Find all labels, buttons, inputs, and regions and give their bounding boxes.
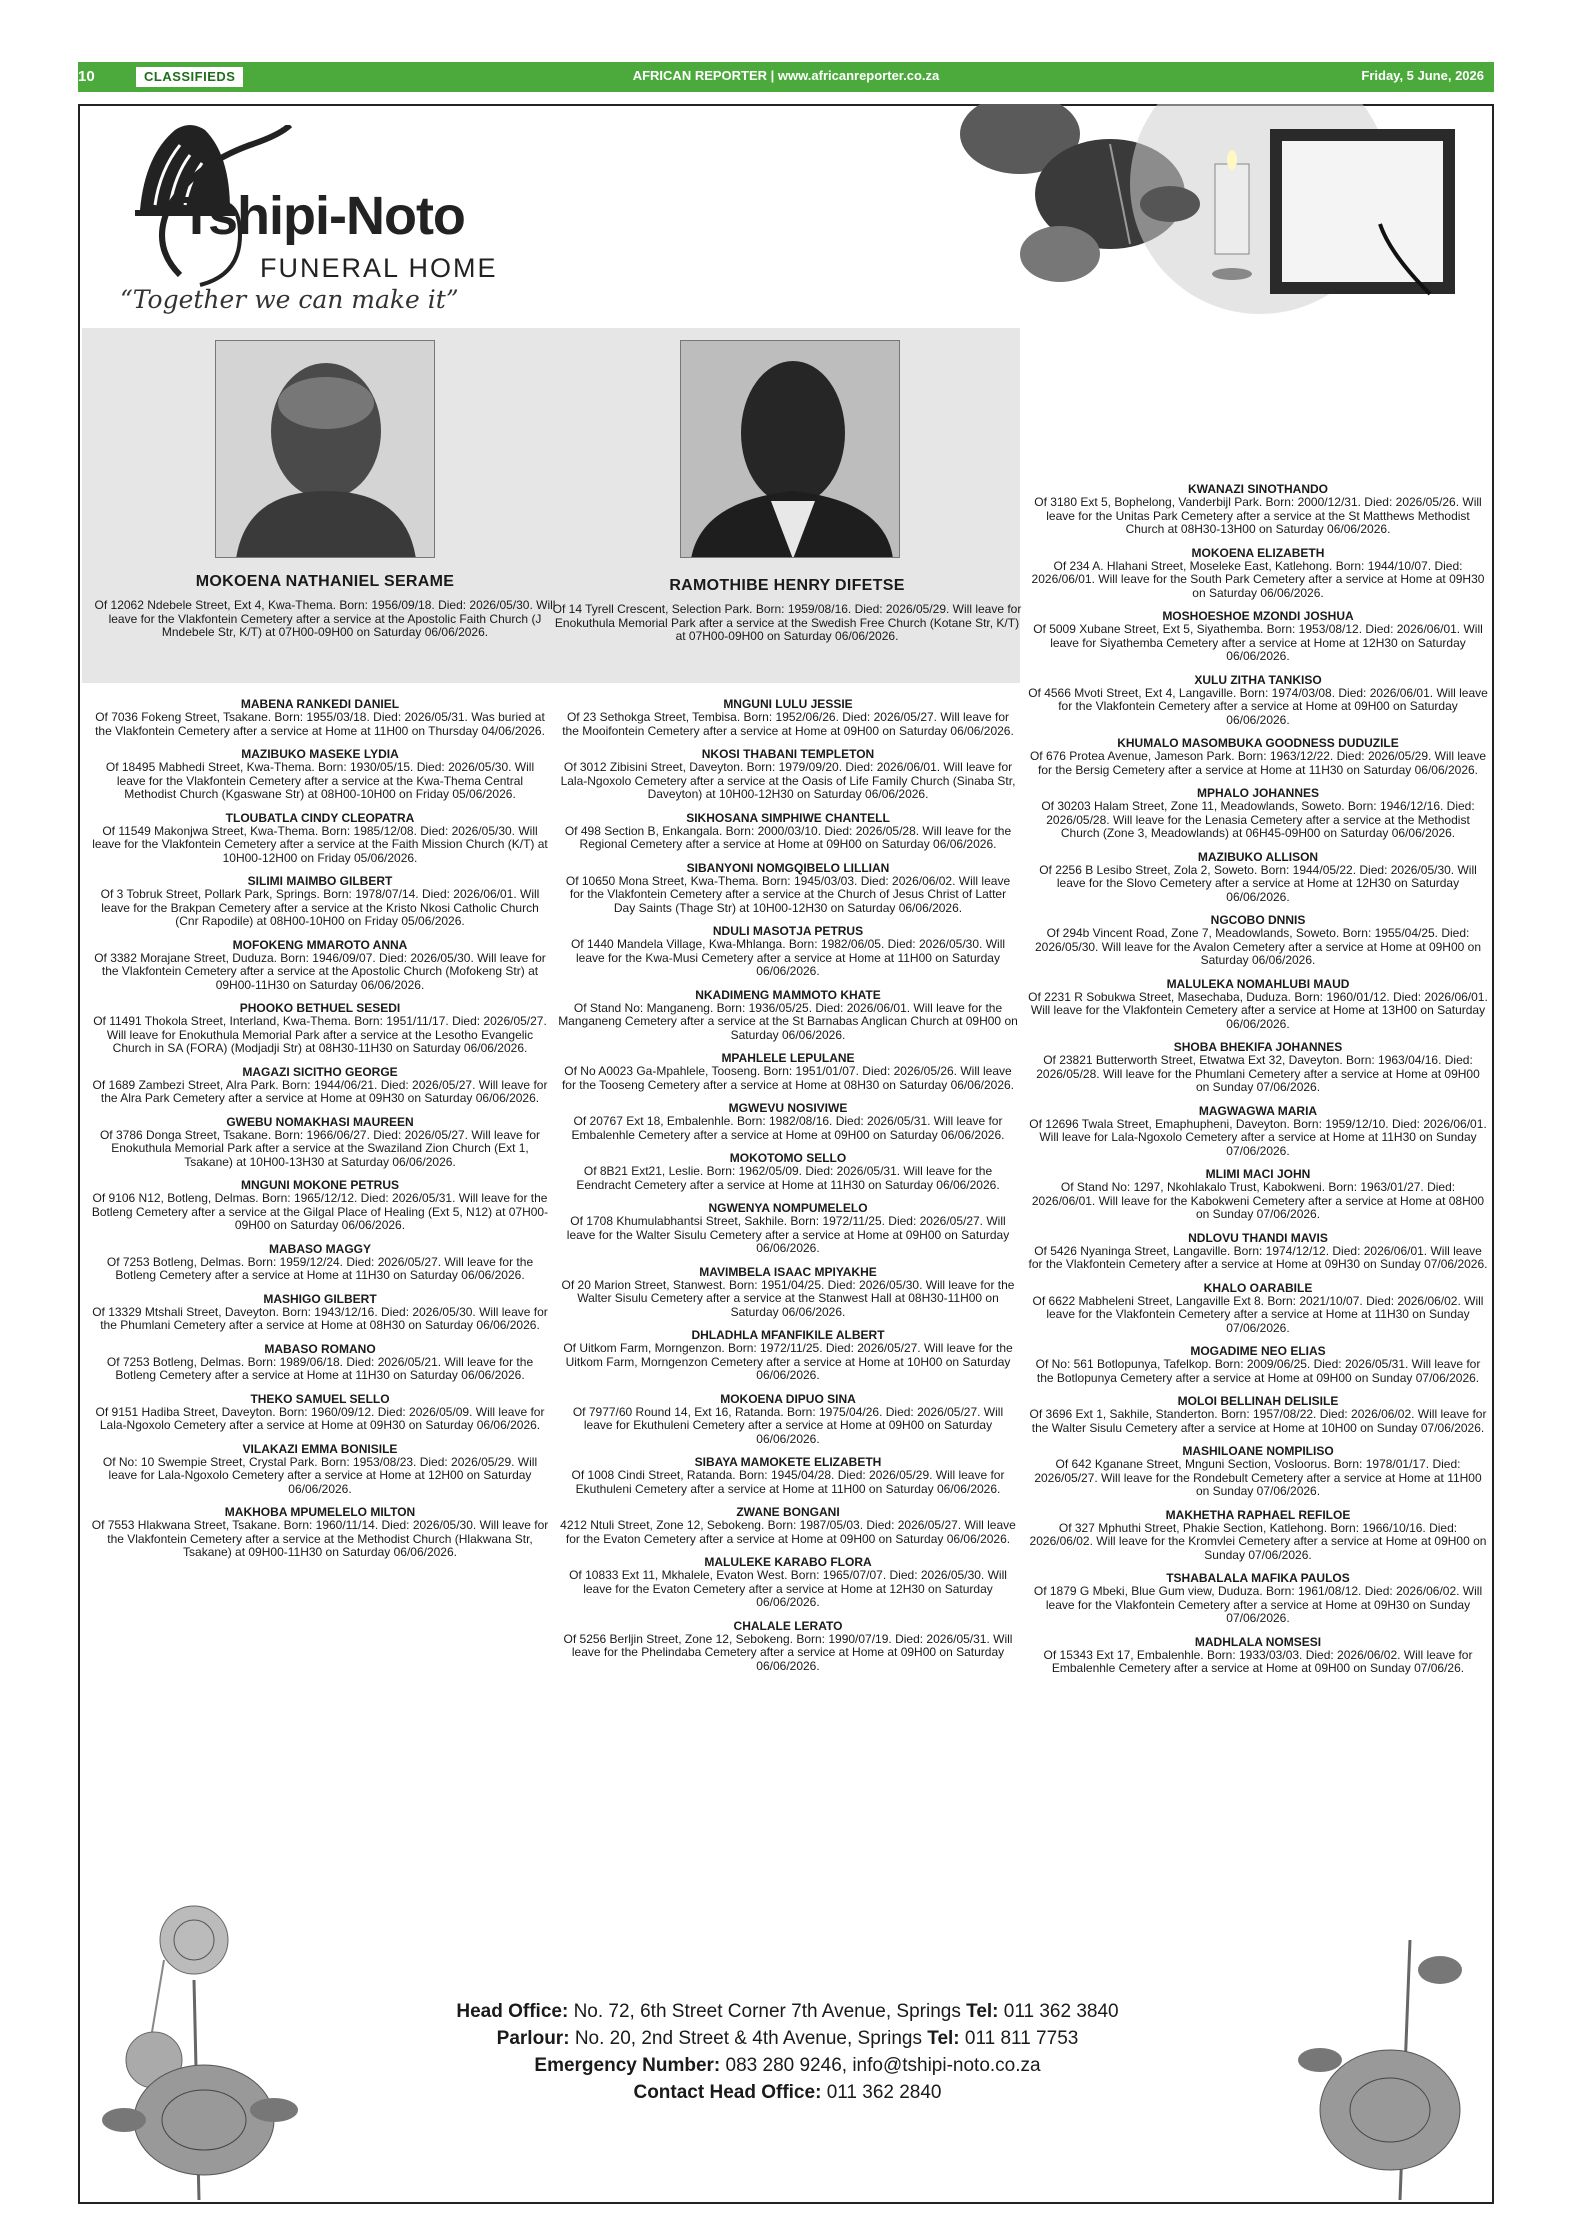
deceased-name: GWEBU NOMAKHASI MAUREEN [226, 1114, 414, 1129]
notice-details: Of Uitkom Farm, Morngenzon. Born: 1972/11/25. Died: 2026/05/27. Will leave for the Uitkom Farm, Morngenzon Cemetery after a service at Home at 10H00 on Saturday 06/06/2026. [563, 1341, 1013, 1382]
death-notice [90, 1292, 550, 1333]
portrait-photo-2 [680, 340, 900, 558]
death-notice [558, 1201, 1018, 1256]
section-tag: CLASSIFIEDS [136, 67, 243, 87]
deceased-name: VILAKAZI EMMA BONISILE [242, 1441, 398, 1456]
notice-details: Of 1008 Cindi Street, Ratanda. Born: 1945/04/28. Died: 2026/05/29. Will leave for Ekuthuleni Cemetery after a service at Home at 11H00 on Saturday 06/06/2026. [571, 1468, 1005, 1496]
notice-details: Of 10650 Mona Street, Kwa-Thema. Born: 1945/03/03. Died: 2026/06/02. Will leave for the Vlakfontein Cemetery after a service at the Church of Jesus Christ of Latter Day Saints (Thage Str) at 10H00-12H30 on Saturday 06/06/2026. [565, 873, 1011, 915]
deceased-name: MABASO MAGGY [269, 1241, 371, 1256]
notice-details: Of 3382 Morajane Street, Duduza. Born: 1946/09/07. Died: 2026/05/30. Will leave for the Vlakfontein Cemetery after a service at the Apostolic Church (Mofokeng Str) at 09H00-11H30 on Saturday 06/06/2026. [94, 950, 546, 992]
page-number: 10 [78, 68, 95, 85]
head-office-line: Head Office: No. 72, 6th Street Corner 7th Avenue, Springs Tel: 011 362 3840 [456, 2001, 1119, 2022]
notice-details: Of 8B21 Ext21, Leslie. Born: 1962/05/09. Died: 2026/05/31. Will leave for the Eendracht Cemetery after a service at Home at 11H30 on Saturday 06/06/2026. [576, 1164, 1000, 1192]
death-notice [1028, 673, 1488, 728]
death-notice [90, 697, 550, 738]
notice-details: Of 327 Mphuthi Street, Phakie Section, Katlehong. Born: 1966/10/16. Died: 2026/06/02. Will leave for the Kromvlei Cemetery after a service at Home at 09H00 on Sunday 07/06/2026. [1029, 1520, 1487, 1562]
deceased-name: MOGADIME NEO ELIAS [1190, 1344, 1326, 1358]
deceased-name: CHALALE LERATO [733, 1618, 843, 1633]
death-notice [558, 1455, 1018, 1496]
notice-details: Of Stand No: Manganeng. Born: 1936/05/25. Died: 2026/06/01. Will leave for the Manganeng Cemetery after a service at the St Barnabas Anglican Church at 09H00 on Saturday 06/06/2026. [558, 1000, 1018, 1042]
notice-details: Of 3786 Donga Street, Tsakane. Born: 1966/06/27. Died: 2026/05/27. Will leave for Enokuthula Memorial Park after a service at the Swaziland Zion Church (Ext 1, Tsakane) at 10H00-13H30 at Saturday 06/06/2026. [99, 1127, 541, 1169]
death-notice [90, 1001, 550, 1056]
notice-details: Of 498 Section B, Enkangala. Born: 2000/03/10. Died: 2026/05/28. Will leave for the Regional Cemetery after a service at Home at 09H00 on Saturday 06/06/2026. [564, 823, 1012, 851]
death-notice [558, 924, 1018, 979]
page-header-bar [78, 62, 1494, 92]
notice-details: Of 4566 Mvoti Street, Ext 4, Langaville. Born: 1974/03/08. Died: 2026/06/01. Will leave for the Vlakfontein Cemetery after a service at Home at 09H00 on Saturday 06/06/2026. [1028, 685, 1488, 727]
notice-details: Of Stand No: 1297, Nkohlakalo Trust, Kabokweni. Born: 1963/01/27. Died: 2026/06/01. Will leave for the Kabokweni Cemetery after a service at Home at 08H00 on Sunday 07/06/2026. [1031, 1180, 1485, 1221]
notice-details: Of No A0023 Ga-Mpahlele, Tooseng. Born: 1951/01/07. Died: 2026/05/26. Will leave for the Tooseng Cemetery after a service at Home at 08H30 on Saturday 06/06/2026. [561, 1064, 1015, 1092]
deceased-name: MNGUNI MOKONE PETRUS [240, 1178, 399, 1192]
deceased-name: MOKOENA DIPUO SINA [720, 1391, 856, 1406]
notice-details: Of 3180 Ext 5, Bophelong, Vanderbijl Park. Born: 2000/12/31. Died: 2026/05/26. Will leave for the Unitas Park Cemetery after a service at the St Matthews Methodist Church at 08H30-13H00 on Saturday 06/06/2026. [1034, 495, 1482, 536]
death-notice [558, 747, 1018, 802]
logo-brand-name: Tshipi-Noto [180, 186, 465, 246]
notice-details: Of 20767 Ext 18, Embalenhle. Born: 1982/08/16. Died: 2026/05/31. Will leave for Embalenhle Cemetery after a service at Home at 09H00 on Saturday 06/06/2026. [571, 1114, 1005, 1142]
death-notice [558, 988, 1018, 1043]
death-notice [1028, 786, 1488, 841]
notice-details: Of 3012 Zibisini Street, Daveyton. Born: 1979/09/20. Died: 2026/06/01. Will leave for Lala-Ngoxolo Cemetery after a service at the Oasis of Life Family Church (Sinaba Str, Daveyton) at 10H00-12H30 on Saturday 06/06/2026. [560, 760, 1016, 801]
publication-date: Friday, 5 June, 2026 [1361, 68, 1484, 83]
deceased-name: MAGWAGWA MARIA [1198, 1103, 1318, 1118]
deceased-name: MADHLALA NOMSESI [1194, 1634, 1322, 1649]
featured-notice-1 [90, 572, 560, 640]
deceased-name: MOKOTOMO SELLO [729, 1151, 847, 1165]
notice-details: Of 10833 Ext 11, Mkhalele, Evaton West. Born: 1965/07/07. Died: 2026/05/30. Will leave for the Evaton Cemetery after a service at Home at 12H30 on Saturday 06/06/2026. [569, 1568, 1007, 1609]
logo-subtitle: FUNERAL HOME [260, 253, 498, 283]
death-notice [558, 1505, 1018, 1546]
deceased-name: MAGAZI SICITHO GEORGE [242, 1064, 398, 1079]
deceased-name: DHLADHLA MFANFIKILE ALBERT [691, 1328, 885, 1342]
deceased-name: MAKHETHA RAPHAEL REFILOE [1165, 1507, 1351, 1522]
death-notice [558, 1151, 1018, 1192]
deceased-name: MPAHLELE LEPULANE [721, 1051, 855, 1065]
notice-details: Of 5009 Xubane Street, Ext 5, Siyathemba. Born: 1953/08/12. Died: 2026/06/01. Will leave for Siyathemba Cemetery after a service at Home at 12H30 on Saturday 06/06/2026. [1033, 622, 1483, 663]
death-notice [558, 1328, 1018, 1383]
deceased-name: NGCOBO DNNIS [1210, 913, 1306, 927]
deceased-name: MASHILOANE NOMPILISO [1182, 1444, 1334, 1458]
notice-details: Of 9151 Hadiba Street, Daveyton. Born: 1960/09/12. Died: 2026/05/09. Will leave for Lala-Ngoxolo Cemetery after a service at Home at 09H30 on Saturday 06/06/2026. [95, 1404, 545, 1432]
death-notice [90, 1392, 550, 1433]
deceased-name: NKADIMENG MAMMOTO KHATE [695, 987, 881, 1002]
notice-details: Of 3 Tobruk Street, Pollark Park, Springs. Born: 1978/07/14. Died: 2026/06/01. Will leave for the Brakpan Cemetery after a service at the Kristo Nkosi Catholic Church (Cnr Rapodile) at 08H00-10H00 on Friday 05/06/2026. [100, 887, 540, 928]
notice-details: 4212 Ntuli Street, Zone 12, Sebokeng. Born: 1987/05/03. Died: 2026/05/27. Will leave for the Evaton Cemetery after a service at Home at 09H00 on Saturday 06/06/2026. [560, 1518, 1016, 1546]
death-notice [90, 1065, 550, 1106]
notices-column-2 [558, 697, 1018, 1682]
death-notice [558, 1555, 1018, 1610]
deceased-name: KHALO OARABILE [1203, 1280, 1313, 1295]
deceased-name: MABENA RANKEDI DANIEL [240, 697, 400, 711]
notice-details: Of 2256 B Lesibo Street, Zola 2, Soweto. Born: 1944/05/22. Died: 2026/05/30. Will leave for the Slovo Cemetery after a service at Home at 12H30 on Saturday 06/06/2026. [1039, 862, 1477, 904]
death-notice [90, 1242, 550, 1283]
death-notice [1028, 1394, 1488, 1435]
notice-details: Of 7253 Botleng, Delmas. Born: 1989/06/18. Died: 2026/05/21. Will leave for the Botleng Cemetery after a service at Home at 11H30 on Saturday 06/06/2026. [106, 1354, 534, 1382]
featured-name: RAMOTHIBE HENRY DIFETSE [669, 577, 905, 594]
death-notice [558, 1392, 1018, 1447]
death-notice [1028, 1344, 1488, 1385]
deceased-name: MGWEVU NOSIVIWE [728, 1101, 848, 1115]
death-notice [1028, 482, 1488, 537]
deceased-name: MAZIBUKO MASEKE LYDIA [241, 747, 399, 761]
deceased-name: NKOSI THABANI TEMPLETON [701, 747, 875, 761]
notice-details: Of 642 Kganane Street, Mnguni Section, Vosloorus. Born: 1978/01/17. Died: 2026/05/27. Will leave for the Rondebult Cemetery after a service at Home at 11H00 on Sunday 07/06/2026. [1034, 1457, 1482, 1498]
contact-head-office-line: Contact Head Office: 011 362 2840 [633, 2082, 942, 2103]
deceased-name: TLOUBATLA CINDY CLEOPATRA [225, 810, 415, 825]
logo-tagline: “Together we can make it” [120, 285, 459, 314]
deceased-name: MAZIBUKO ALLISON [1197, 849, 1319, 864]
death-notice [90, 1342, 550, 1383]
death-notice [1028, 1167, 1488, 1222]
featured-notice-2 [552, 576, 1022, 644]
featured-details: Of 12062 Ndebele Street, Ext 4, Kwa-Thema. Born: 1956/09/18. Died: 2026/05/30. Will leave for the Vlakfontein Cemetery after a service at the Apostolic Faith Church (J Mndebele Str, K/T) at 07H00-09H00 on Saturday 06/06/2026. [94, 598, 556, 639]
deceased-name: MAKHOBA MPUMELELO MILTON [224, 1505, 416, 1519]
death-notice [90, 1505, 550, 1560]
notice-details: Of 12696 Twala Street, Emaphupheni, Daveyton. Born: 1959/12/10. Died: 2026/06/01. Will leave for Lala-Ngoxolo Cemetery after a service at Home at 11H30 on Sunday 07/06/2026. [1029, 1116, 1487, 1158]
death-notice [1028, 1281, 1488, 1336]
portrait-photo-1 [215, 340, 435, 558]
deceased-name: MAVIMBELA ISAAC MPIYAKHE [699, 1264, 877, 1279]
deceased-name: KWANAZI SINOTHANDO [1188, 482, 1328, 496]
notice-details: Of 1708 Khumulabhantsi Street, Sakhile. Born: 1972/11/25. Died: 2026/05/27. Will leave for the Walter Sisulu Cemetery after a service at Home at 09H00 on Saturday 06/06/2026. [566, 1214, 1010, 1255]
death-notice [1028, 1040, 1488, 1095]
deceased-name: SILIMI MAIMBO GILBERT [247, 874, 393, 888]
death-notice [90, 811, 550, 866]
notices-column-1 [90, 697, 550, 1569]
notice-details: Of 23 Sethokga Street, Tembisa. Born: 1952/06/26. Died: 2026/05/27. Will leave for the Mooifontein Cemetery after a service at Home at 09H00 on Saturday 06/06/2026. [562, 710, 1014, 738]
funeral-home-logo [120, 115, 540, 315]
contact-footer [340, 1998, 1235, 2106]
deceased-name: MASHIGO GILBERT [263, 1291, 377, 1306]
death-notice [1028, 1571, 1488, 1626]
death-notice [1028, 1635, 1488, 1676]
notices-column-3 [1028, 482, 1488, 1685]
memorial-decoration-image [960, 104, 1490, 324]
notice-details: Of 234 A. Hlahani Street, Moseleke East, Katlehong. Born: 1944/10/07. Died: 2026/06/01. Will leave for the South Park Cemetery after a service at Home at 09H30 on Saturday 06/06/2026. [1031, 558, 1485, 600]
deceased-name: SIBAYA MAMOKETE ELIZABETH [694, 1455, 882, 1469]
death-notice [90, 938, 550, 993]
deceased-name: ZWANE BONGANI [736, 1505, 840, 1519]
notice-details: Of 7253 Botleng, Delmas. Born: 1959/12/24. Died: 2026/05/27. Will leave for the Botleng Cemetery after a service at Home at 11H30 on Saturday 06/06/2026. [106, 1254, 534, 1282]
death-notice [1028, 1104, 1488, 1159]
death-notice [90, 874, 550, 929]
death-notice [90, 1442, 550, 1497]
publication-info: AFRICAN REPORTER | www.africanreporter.co.za [632, 68, 940, 83]
deceased-name: XULU ZITHA TANKISO [1194, 672, 1322, 687]
deceased-name: NDLOVU THANDI MAVIS [1188, 1230, 1328, 1245]
death-notice [1028, 1231, 1488, 1272]
notice-details: Of 7977/60 Round 14, Ext 16, Ratanda. Born: 1975/04/26. Died: 2026/05/27. Will leave for Ekuthuleni Cemetery after a service at Home at 09H00 on Saturday 06/06/2026. [572, 1404, 1004, 1446]
notice-details: Of 9106 N12, Botleng, Delmas. Born: 1965/12/12. Died: 2026/05/31. Will leave for the Botleng Cemetery after a service at the Gilgal Place of Healing (Ext 5, N12) at 07H00-09H00 on Saturday 06/06/2026. [91, 1191, 549, 1232]
notice-details: Of 20 Marion Street, Stanwest. Born: 1951/04/25. Died: 2026/05/30. Will leave for the Walter Sisulu Cemetery after a service at the Stanwest Hall at 08H30-11H00 on Saturday 06/06/2026. [561, 1277, 1015, 1319]
deceased-name: SIKHOSANA SIMPHIWE CHANTELL [686, 810, 890, 825]
rose-illustration-right [1290, 1900, 1490, 2200]
death-notice [90, 747, 550, 802]
deceased-name: MPHALO JOHANNES [1196, 786, 1319, 800]
death-notice [90, 1178, 550, 1233]
death-notice [558, 1265, 1018, 1320]
deceased-name: MLIMI MACI JOHN [1205, 1167, 1311, 1181]
emergency-line: Emergency Number: 083 280 9246, info@tshipi-noto.co.za [534, 2055, 1041, 2076]
notice-details: Of 30203 Halam Street, Zone 11, Meadowlands, Soweto. Born: 1946/12/16. Died: 2026/05/28. Will leave for the Lenasia Cemetery after a service at the Methodist Church (Zone 3, Meadowlands) at 06H45-09H00 on Saturday 06/06/2026. [1041, 799, 1475, 840]
notice-details: Of 5426 Nyaninga Street, Langaville. Born: 1974/12/12. Died: 2026/06/01. Will leave for the Vlakfontein Cemetery after a service at Home at 09H30 on Sunday 07/06/2026. [1028, 1243, 1488, 1271]
notice-details: Of 15343 Ext 17, Embalenhle. Born: 1933/03/03. Died: 2026/06/02. Will leave for Embalenhle Cemetery after a service at Home at 09H00 on Sunday 07/06/26. [1043, 1647, 1473, 1675]
notice-details: Of 11491 Thokola Street, Interland, Kwa-Thema. Born: 1951/11/17. Died: 2026/05/27. Will leave for Enokuthula Memorial Park after a service at the Lesotho Evangelic Church in SA (FORA) (Modjadji Str) at 08H30-11H30 on Saturday 06/06/2026. [93, 1014, 547, 1055]
deceased-name: MOSHOESHOE MZONDI JOSHUA [1162, 609, 1354, 623]
notice-details: Of 676 Protea Avenue, Jameson Park. Born: 1963/12/22. Died: 2026/05/29. Will leave for the Bersig Cemetery after a service at Home at 11H30 on Saturday 06/06/2026. [1029, 749, 1487, 777]
death-notice [1028, 850, 1488, 905]
deceased-name: PHOOKO BETHUEL SESEDI [239, 1001, 401, 1015]
death-notice [558, 1101, 1018, 1142]
parlour-line: Parlour: No. 20, 2nd Street & 4th Avenue, Springs Tel: 011 811 7753 [496, 2028, 1079, 2049]
notice-details: Of No: 561 Botlopunya, Tafelkop. Born: 2009/06/25. Died: 2026/05/31. Will leave for the Botlopunya Cemetery after a service at Home at 09H00 on Sunday 07/06/2026. [1035, 1357, 1481, 1385]
notice-details: Of 2231 R Sobukwa Street, Masechaba, Duduza. Born: 1960/01/12. Died: 2026/06/01. Will leave for the Vlakfontein Cemetery after a service at Home at 13H00 on Saturday 06/06/2026. [1028, 989, 1488, 1031]
deceased-name: MOKOENA ELIZABETH [1191, 545, 1325, 560]
deceased-name: MOFOKENG MMAROTO ANNA [232, 937, 408, 952]
notice-details: Of 18495 Mabhedi Street, Kwa-Thema. Born: 1930/05/15. Died: 2026/05/30. Will leave for the Vlakfontein Cemetery after a service at the Kwa-Thema Central Methodist Church (Kgaswane Str) at 08H00-10H00 on Friday 05/06/2026. [105, 760, 535, 801]
featured-name: MOKOENA NATHANIEL SERAME [195, 573, 455, 590]
death-notice [1028, 913, 1488, 968]
notice-details: Of 11549 Makonjwa Street, Kwa-Thema. Born: 1985/12/08. Died: 2026/05/30. Will leave for the Vlakfontein Cemetery after a service at the Faith Mission Church (K/T) at 10H00-12H00 on Friday 05/06/2026. [92, 823, 548, 865]
notice-details: Of 1879 G Mbeki, Blue Gum view, Duduza. Born: 1961/08/12. Died: 2026/06/02. Will leave for the Vlakfontein Cemetery after a service at Home at 09H30 on Sunday 07/06/2026. [1033, 1584, 1483, 1625]
notice-details: Of No: 10 Swempie Street, Crystal Park. Born: 1953/08/23. Died: 2026/05/29. Will leave for Lala-Ngoxolo Cemetery after a service at Home at 12H00 on Saturday 06/06/2026. [102, 1454, 538, 1496]
notice-details: Of 5256 Berljin Street, Zone 12, Sebokeng. Born: 1990/07/19. Died: 2026/05/31. Will leave for the Phelindaba Cemetery after a service at Home at 09H00 on Saturday 06/06/2026. [563, 1631, 1013, 1673]
death-notice [1028, 977, 1488, 1032]
deceased-name: TSHABALALA MAFIKA PAULOS [1166, 1571, 1350, 1585]
death-notice [90, 1115, 550, 1170]
death-notice [1028, 546, 1488, 601]
deceased-name: MALULEKE KARABO FLORA [704, 1555, 872, 1569]
notice-details: Of 1440 Mandela Village, Kwa-Mhlanga. Born: 1982/06/05. Died: 2026/05/30. Will leave for the Kwa-Musi Cemetery after a service at Home at 11H00 on Saturday 06/06/2026. [570, 937, 1006, 978]
notice-details: Of 23821 Butterworth Street, Etwatwa Ext 32, Daveyton. Born: 1963/04/16. Died: 2026/05/28. Will leave for the Phumlani Cemetery after a service at Home at 09H00 on Sunday 07/06/2026. [1036, 1053, 1480, 1094]
notice-details: Of 7553 Hlakwana Street, Tsakane. Born: 1960/11/14. Died: 2026/05/30. Will leave for the Vlakfontein Cemetery after a service at the Methodist Church (Hlakwana Str, Tsakane) at 09H00-11H30 on Saturday 06/06/2026. [91, 1518, 549, 1559]
death-notice [1028, 736, 1488, 777]
death-notice [1028, 1508, 1488, 1563]
notice-details: Of 7036 Fokeng Street, Tsakane. Born: 1955/03/18. Died: 2026/05/31. Was buried at the Vlakfontein Cemetery after a service at Home at 11H00 on Thursday 04/06/2026. [95, 710, 545, 738]
notice-details: Of 6622 Mabheleni Street, Langaville Ext 8. Born: 2021/10/07. Died: 2026/06/02. Will leave for the Vlakfontein Cemetery after a service at Home at 11H30 on Sunday 07/06/2026. [1032, 1293, 1484, 1335]
deceased-name: MABASO ROMANO [264, 1341, 376, 1356]
deceased-name: MNGUNI LULU JESSIE [723, 697, 853, 711]
death-notice [558, 1619, 1018, 1674]
deceased-name: NDULI MASOTJA PETRUS [712, 924, 864, 938]
notice-details: Of 1689 Zambezi Street, Alra Park. Born: 1944/06/21. Died: 2026/05/27. Will leave for the Alra Park Cemetery after a service at Home at 09H30 on Saturday 06/06/2026. [92, 1077, 548, 1105]
notice-details: Of 3696 Ext 1, Sakhile, Standerton. Born: 1957/08/22. Died: 2026/06/02. Will leave for the Walter Sisulu Cemetery after a service at Home at 10H00 on Sunday 07/06/2026. [1029, 1407, 1487, 1435]
deceased-name: NGWENYA NOMPUMELELO [708, 1201, 868, 1215]
death-notice [558, 697, 1018, 738]
deceased-name: MALULEKA NOMAHLUBI MAUD [1166, 976, 1350, 991]
deceased-name: SIBANYONI NOMGQIBELO LILLIAN [686, 860, 890, 875]
death-notice [558, 1051, 1018, 1092]
deceased-name: MOLOI BELLINAH DELISILE [1177, 1394, 1339, 1408]
deceased-name: SHOBA BHEKIFA JOHANNES [1173, 1040, 1343, 1054]
deceased-name: THEKO SAMUEL SELLO [250, 1391, 390, 1406]
rose-illustration-left [84, 1880, 314, 2200]
featured-details: Of 14 Tyrell Crescent, Selection Park. Born: 1959/08/16. Died: 2026/05/29. Will leave for Enokuthula Memorial Park after a service at the Swedish Free Church (Kotane Str, K/T) at 07H00-09H00 on Saturday 06/06/2026. [552, 602, 1022, 643]
death-notice [558, 861, 1018, 916]
death-notice [1028, 1444, 1488, 1499]
deceased-name: KHUMALO MASOMBUKA GOODNESS DUDUZILE [1117, 736, 1399, 750]
notice-details: Of 294b Vincent Road, Zone 7, Meadowlands, Soweto. Born: 1955/04/25. Died: 2026/05/30. Will leave for the Avalon Cemetery after a service at Home at 09H00 on Saturday 06/06/2026. [1034, 926, 1482, 967]
notice-details: Of 13329 Mtshali Street, Daveyton. Born: 1943/12/16. Died: 2026/05/30. Will leave for the Phumlani Cemetery after a service at Home at 08H30 on Saturday 06/06/2026. [92, 1304, 548, 1332]
death-notice [1028, 609, 1488, 664]
death-notice [558, 811, 1018, 852]
